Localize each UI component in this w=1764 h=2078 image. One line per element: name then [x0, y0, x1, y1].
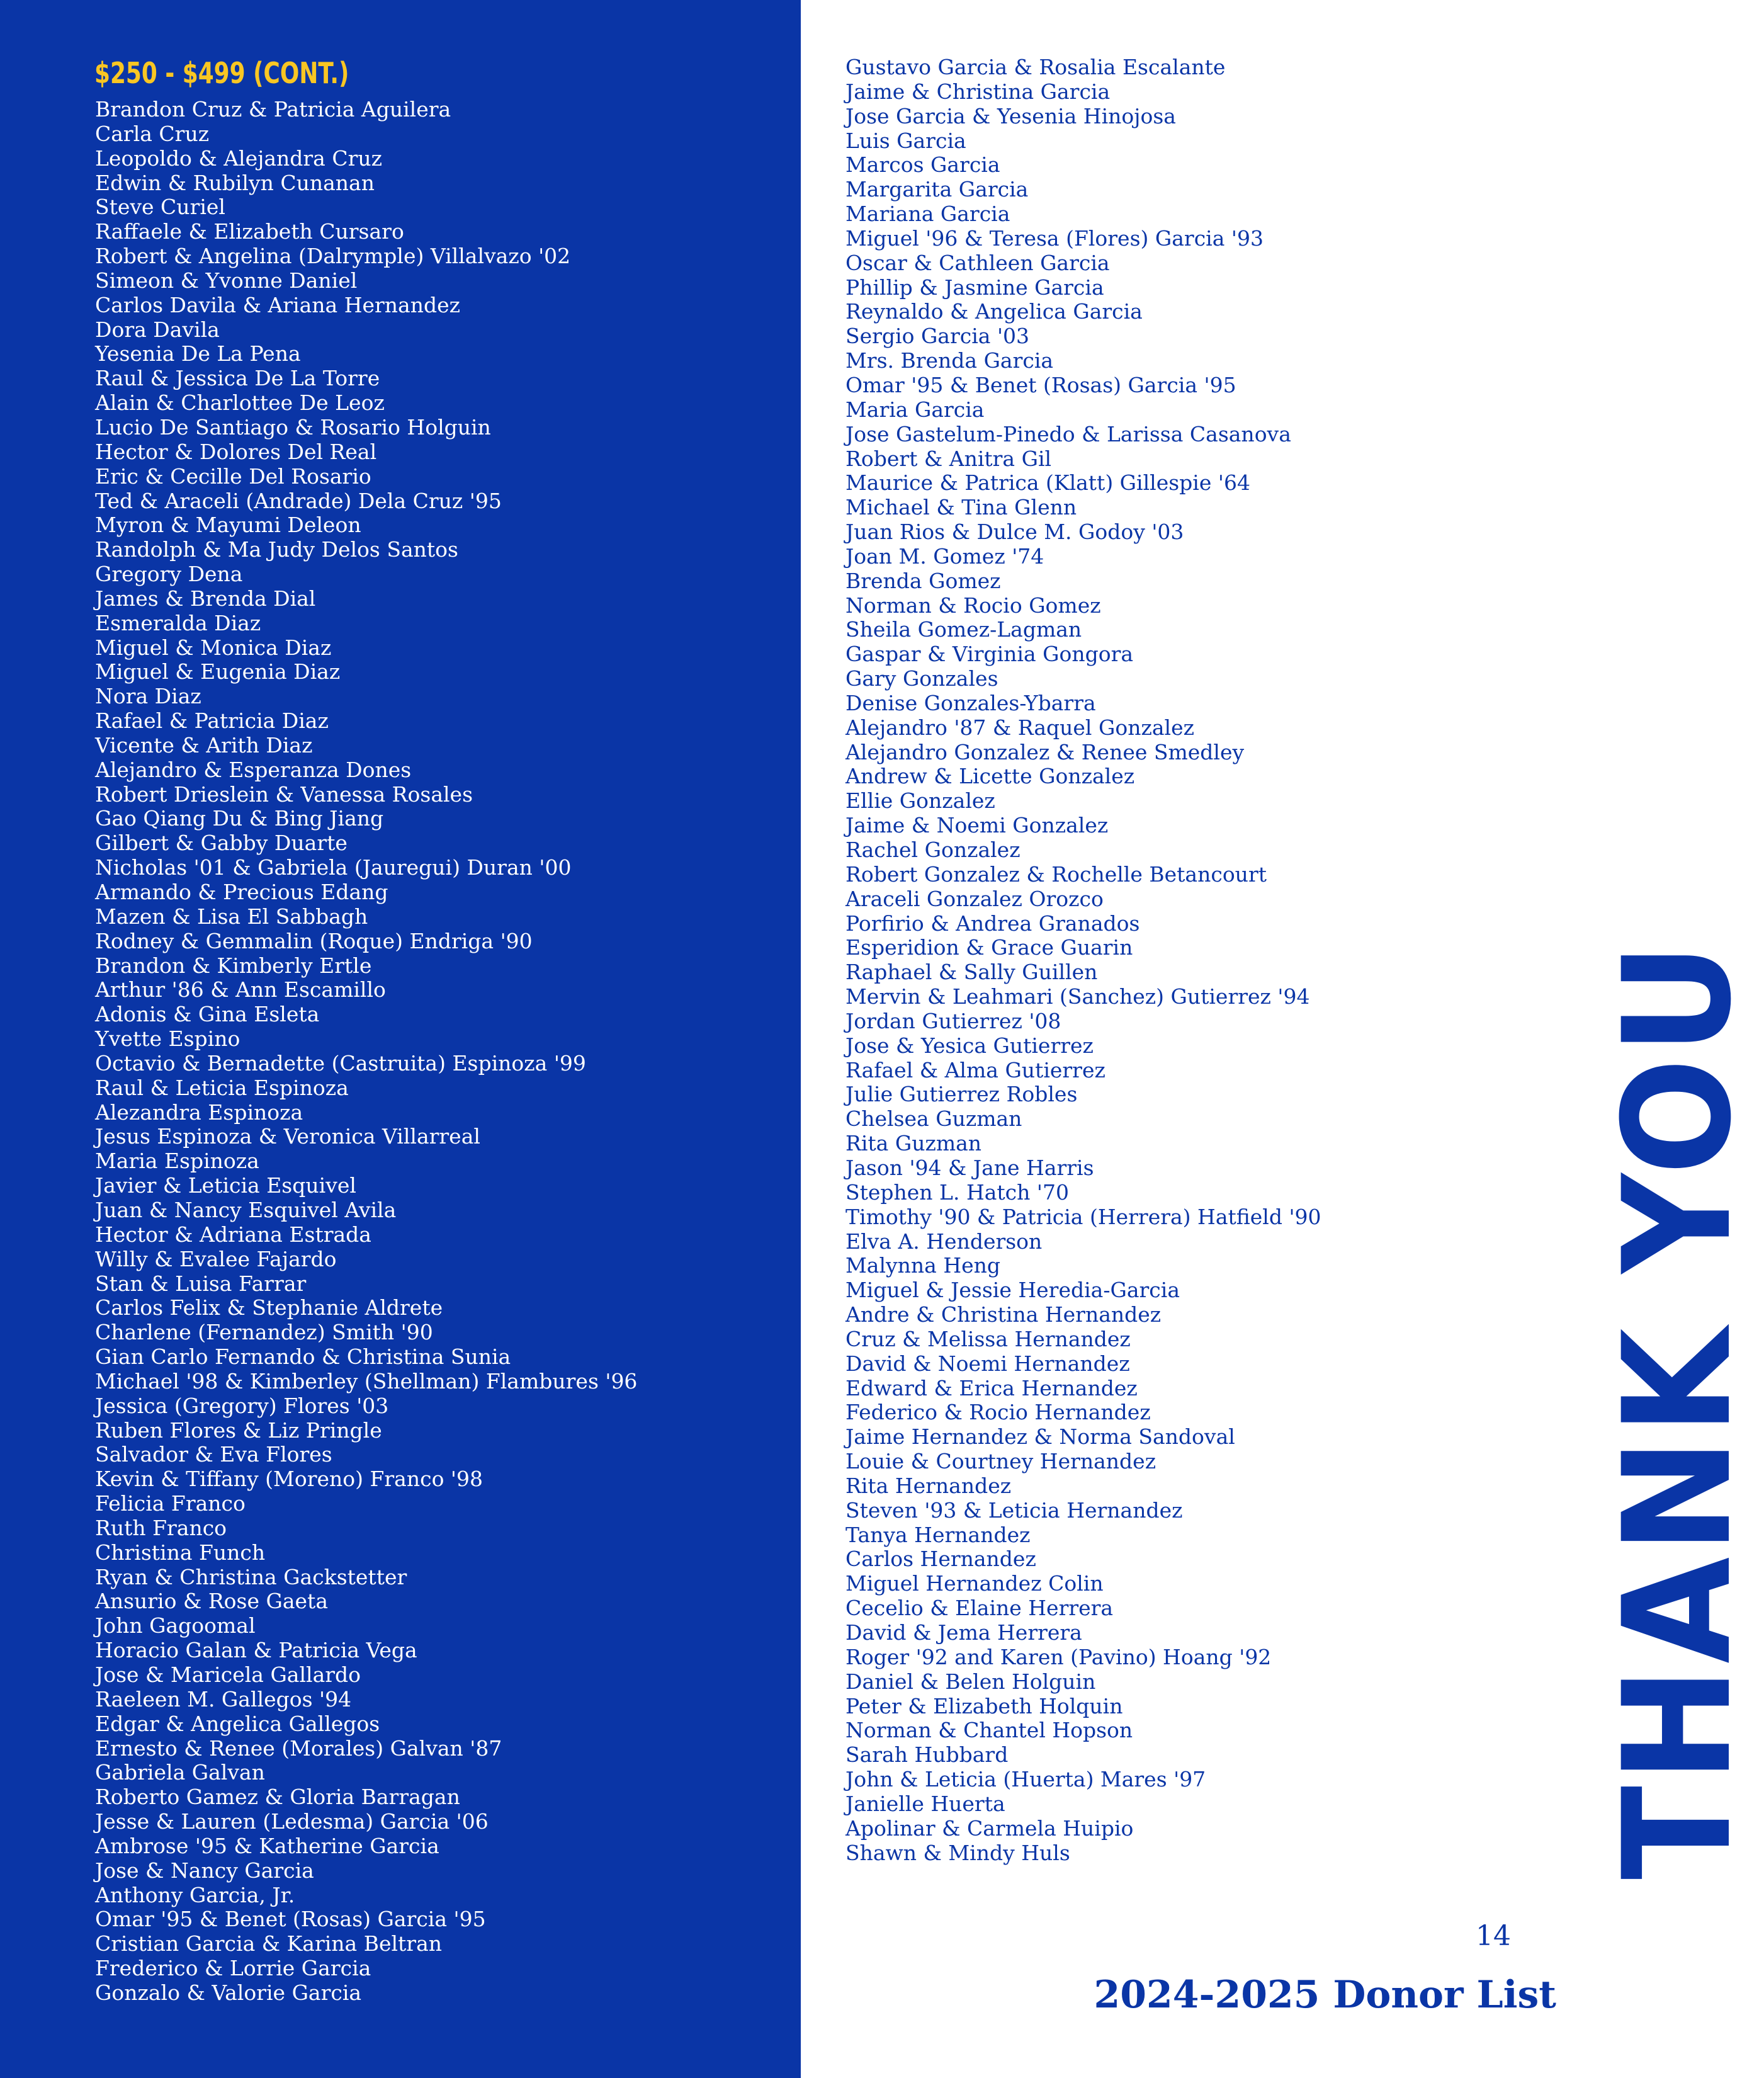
donor-name: Brandon & Kimberly Ertle	[95, 953, 372, 978]
donor-name: Hector & Adriana Estrada	[95, 1222, 371, 1247]
donor-name: Chelsea Guzman	[845, 1106, 1022, 1132]
donor-name: Porfirio & Andrea Granados	[845, 911, 1140, 936]
donor-name: Esmeralda Diaz	[95, 610, 261, 635]
donor-name: Raphael & Sally Guillen	[845, 960, 1098, 985]
donor-name: Edwin & Rubilyn Cunanan	[95, 170, 375, 195]
donor-name: Jose & Maricela Gallardo	[95, 1662, 361, 1687]
donor-name: Yesenia De La Pena	[95, 341, 301, 366]
thank-you-vertical-title	[1592, 868, 1764, 1880]
donor-name: Rita Guzman	[845, 1131, 982, 1156]
donor-name: Juan Rios & Dulce M. Godoy '03	[845, 520, 1184, 545]
donor-name: Jaime Hernandez & Norma Sandoval	[845, 1424, 1235, 1450]
donor-name: Omar '95 & Benet (Rosas) Garcia '95	[95, 1907, 486, 1932]
donor-name: Jose & Yesica Gutierrez	[845, 1033, 1094, 1058]
donor-name: Willy & Evalee Fajardo	[95, 1246, 337, 1271]
donor-name: Norman & Chantel Hopson	[845, 1718, 1133, 1743]
donor-name: Octavio & Bernadette (Castruita) Espinoza '99	[95, 1050, 586, 1076]
footer-title: 2024-2025 Donor List	[1094, 1973, 1556, 2017]
donor-name: Carla Cruz	[95, 121, 210, 146]
donor-name: Steven '93 & Leticia Hernandez	[845, 1497, 1183, 1523]
donor-name: Gilbert & Gabby Duarte	[95, 831, 348, 856]
donor-name: Ambrose '95 & Katherine Garcia	[95, 1833, 439, 1858]
donor-name: Margarita Garcia	[845, 177, 1029, 202]
donor-name: Mervin & Leahmari (Sanchez) Gutierrez '94	[845, 984, 1310, 1009]
donor-name: Robert & Angelina (Dalrymple) Villalvazo '02	[95, 244, 571, 269]
donor-name: Jesse & Lauren (Ledesma) Garcia '06	[95, 1809, 489, 1834]
donor-name: Federico & Rocio Hernandez	[845, 1400, 1151, 1425]
donor-name: Ryan & Christina Gackstetter	[95, 1564, 407, 1589]
donor-name: Sarah Hubbard	[845, 1742, 1009, 1768]
donor-name: Felicia Franco	[95, 1491, 246, 1516]
donor-name: Julie Gutierrez Robles	[845, 1082, 1078, 1107]
donor-name: Miguel '96 & Teresa (Flores) Garcia '93	[845, 225, 1264, 251]
donor-name: Louie & Courtney Hernandez	[845, 1449, 1156, 1474]
donor-name: Dora Davila	[95, 317, 220, 342]
donor-name: Sergio Garcia '03	[845, 324, 1030, 349]
donor-name: Marcos Garcia	[845, 152, 1000, 178]
donor-name: Jesus Espinoza & Veronica Villarreal	[95, 1124, 480, 1149]
donor-name: Armando & Precious Edang	[95, 880, 388, 904]
left-donor-list	[95, 98, 637, 2006]
donor-name: Gian Carlo Fernando & Christina Sunia	[95, 1344, 511, 1370]
donor-name: David & Noemi Hernandez	[845, 1351, 1130, 1376]
donor-name: Rita Hernandez	[845, 1473, 1012, 1498]
donor-name: Jaime & Christina Garcia	[845, 79, 1111, 104]
donor-name: Peter & Elizabeth Holquin	[845, 1693, 1123, 1718]
donor-name: Simeon & Yvonne Daniel	[95, 268, 358, 293]
donor-name: Mazen & Lisa El Sabbagh	[95, 904, 368, 929]
donor-name: Randolph & Ma Judy Delos Santos	[95, 537, 458, 562]
donor-name: Norman & Rocio Gomez	[845, 593, 1101, 618]
donor-name: Ernesto & Renee (Morales) Galvan '87	[95, 1735, 502, 1761]
donor-name: Carlos Davila & Ariana Hernandez	[95, 292, 461, 317]
donor-name: Joan M. Gomez '74	[845, 543, 1044, 569]
donor-name: Charlene (Fernandez) Smith '90	[95, 1320, 433, 1345]
donor-name: Miguel & Jessie Heredia-Garcia	[845, 1278, 1180, 1303]
donor-name: Rodney & Gemmalin (Roque) Endriga '90	[95, 928, 533, 953]
donor-name: Ruth Franco	[95, 1515, 227, 1540]
donor-name: Roger '92 and Karen (Pavino) Hoang '92	[845, 1644, 1272, 1669]
section-heading: $250 - $499 (CONT.)	[94, 56, 349, 90]
donor-name: Javier & Leticia Esquivel	[95, 1173, 356, 1198]
donor-name: Tanya Hernandez	[845, 1522, 1031, 1547]
donor-name: Rafael & Alma Gutierrez	[845, 1057, 1105, 1082]
donor-name: Rafael & Patricia Diaz	[95, 708, 329, 734]
page-number: 14	[1476, 1920, 1511, 1952]
donor-name: Andre & Christina Hernandez	[845, 1302, 1162, 1327]
donor-name: Cristian Garcia & Karina Beltran	[95, 1931, 442, 1956]
donor-name: Michael & Tina Glenn	[845, 495, 1077, 520]
donor-name: Maurice & Patrica (Klatt) Gillespie '64	[845, 470, 1250, 496]
donor-name: Myron & Mayumi Deleon	[95, 513, 361, 538]
donor-name: Raul & Leticia Espinoza	[95, 1075, 349, 1100]
donor-name: Alezandra Espinoza	[95, 1099, 303, 1125]
donor-name: Cruz & Melissa Hernandez	[845, 1326, 1131, 1351]
donor-name: Carlos Hernandez	[845, 1547, 1036, 1572]
donor-name: Christina Funch	[95, 1540, 266, 1565]
donor-name: Hector & Dolores Del Real	[95, 439, 377, 464]
donor-name: Salvador & Eva Flores	[95, 1442, 332, 1467]
donor-name: Alain & Charlottee De Leoz	[95, 390, 385, 416]
donor-name: Luis Garcia	[845, 128, 966, 153]
donor-name: Jose Gastelum-Pinedo & Larissa Casanova	[845, 421, 1291, 446]
donor-name: John Gagoomal	[95, 1613, 256, 1638]
donor-name: Raul & Jessica De La Torre	[95, 366, 380, 391]
donor-name: Eric & Cecille Del Rosario	[95, 463, 371, 489]
donor-name: Timothy '90 & Patricia (Herrera) Hatfield '90	[845, 1204, 1321, 1229]
donor-name: Elva A. Henderson	[845, 1229, 1043, 1254]
donor-name: Daniel & Belen Holguin	[845, 1669, 1096, 1694]
donor-name: Alejandro '87 & Raquel Gonzalez	[845, 715, 1194, 740]
donor-name: Phillip & Jasmine Garcia	[845, 275, 1104, 300]
donor-name: Ellie Gonzalez	[845, 788, 995, 814]
donor-name: Gao Qiang Du & Bing Jiang	[95, 806, 384, 831]
donor-name: Stan & Luisa Farrar	[95, 1271, 307, 1296]
right-donor-list	[845, 55, 1321, 1865]
donor-name: Anthony Garcia, Jr.	[95, 1882, 295, 1907]
donor-name: Nora Diaz	[95, 684, 201, 709]
donor-name: Gregory Dena	[95, 562, 243, 587]
donor-name: Ruben Flores & Liz Pringle	[95, 1417, 382, 1443]
donor-name: Omar '95 & Benet (Rosas) Garcia '95	[845, 372, 1236, 397]
donor-name: Kevin & Tiffany (Moreno) Franco '98	[95, 1467, 483, 1492]
donor-name: David & Jema Herrera	[845, 1620, 1082, 1645]
thank-you-text: THANK YOU	[1592, 939, 1764, 1880]
donor-name: Jose & Nancy Garcia	[95, 1858, 314, 1883]
donor-name: Lucio De Santiago & Rosario Holguin	[95, 414, 491, 440]
donor-name: Nicholas '01 & Gabriela (Jauregui) Duran '00	[95, 855, 572, 880]
donor-name: Frederico & Lorrie Garcia	[95, 1956, 371, 1981]
donor-name: Gabriela Galvan	[95, 1760, 265, 1785]
donor-name: Michael '98 & Kimberley (Shellman) Flambures '96	[95, 1368, 638, 1394]
donor-name: Miguel & Eugenia Diaz	[95, 659, 341, 684]
donor-name: Jessica (Gregory) Flores '03	[95, 1393, 389, 1418]
donor-name: Rachel Gonzalez	[845, 837, 1021, 862]
donor-name: Araceli Gonzalez Orozco	[845, 886, 1104, 911]
donor-name: Brenda Gomez	[845, 568, 1001, 593]
donor-name: Horacio Galan & Patricia Vega	[95, 1638, 417, 1663]
donor-name: Adonis & Gina Esleta	[95, 1002, 320, 1027]
donor-name: Miguel & Monica Diaz	[95, 635, 332, 660]
donor-name: Vicente & Arith Diaz	[95, 732, 313, 758]
donor-name: Arthur '86 & Ann Escamillo	[95, 977, 386, 1002]
donor-name: Steve Curiel	[95, 195, 225, 220]
donor-name: Alejandro Gonzalez & Renee Smedley	[845, 739, 1245, 764]
donor-name: Ted & Araceli (Andrade) Dela Cruz '95	[95, 488, 502, 513]
donor-name: Gustavo Garcia & Rosalia Escalante	[845, 55, 1226, 79]
donor-name: Janielle Huerta	[845, 1791, 1005, 1816]
donor-name: Reynaldo & Angelica Garcia	[845, 299, 1143, 324]
donor-name: Maria Garcia	[845, 397, 985, 422]
donor-name: Brandon Cruz & Patricia Aguilera	[95, 97, 451, 122]
donor-name: Shawn & Mindy Huls	[845, 1840, 1070, 1865]
donor-name: Mrs. Brenda Garcia	[845, 348, 1054, 373]
donor-name: Gaspar & Virginia Gongora	[845, 642, 1134, 667]
donor-name: Raeleen M. Gallegos '94	[95, 1686, 352, 1712]
donor-name: James & Brenda Dial	[95, 586, 316, 611]
donor-name: Yvette Espino	[95, 1026, 240, 1052]
donor-name: Miguel Hernandez Colin	[845, 1571, 1104, 1596]
donor-name: Stephen L. Hatch '70	[845, 1179, 1069, 1205]
donor-name: Jordan Gutierrez '08	[845, 1008, 1061, 1033]
donor-name: Gonzalo & Valorie Garcia	[95, 1980, 362, 2005]
donor-name: Robert & Anitra Gil	[845, 446, 1052, 471]
donor-name: Gary Gonzales	[845, 666, 998, 691]
donor-name: Robert Gonzalez & Rochelle Betancourt	[845, 861, 1267, 887]
donor-name: Apolinar & Carmela Huipio	[845, 1815, 1134, 1841]
donor-name: Raffaele & Elizabeth Cursaro	[95, 219, 404, 244]
donor-name: Edgar & Angelica Gallegos	[95, 1711, 380, 1736]
donor-name: Maria Espinoza	[95, 1149, 259, 1174]
donor-name: Robert Drieslein & Vanessa Rosales	[95, 781, 473, 807]
donor-name: Jose Garcia & Yesenia Hinojosa	[845, 103, 1176, 128]
donor-name: Andrew & Licette Gonzalez	[845, 764, 1135, 789]
donor-name: Oscar & Cathleen Garcia	[845, 250, 1110, 275]
donor-name: Edward & Erica Hernandez	[845, 1375, 1138, 1400]
donor-name: Mariana Garcia	[845, 202, 1010, 227]
donor-name: Cecelio & Elaine Herrera	[845, 1596, 1114, 1621]
donor-name: Alejandro & Esperanza Dones	[95, 757, 412, 782]
donor-name: Leopoldo & Alejandra Cruz	[95, 145, 383, 171]
donor-name: Denise Gonzales-Ybarra	[845, 690, 1096, 715]
donor-name: John & Leticia (Huerta) Mares '97	[845, 1767, 1206, 1792]
donor-name: Carlos Felix & Stephanie Aldrete	[95, 1295, 443, 1320]
donor-name: Ansurio & Rose Gaeta	[95, 1589, 328, 1614]
donor-name: Jason '94 & Jane Harris	[845, 1155, 1094, 1180]
donor-name: Malynna Heng	[845, 1253, 1001, 1278]
donor-name: Jaime & Noemi Gonzalez	[845, 813, 1109, 838]
donor-name: Roberto Gamez & Gloria Barragan	[95, 1785, 460, 1810]
donor-name: Sheila Gomez-Lagman	[845, 617, 1082, 642]
donor-name: Juan & Nancy Esquivel Avila	[95, 1197, 397, 1222]
donor-name: Esperidion & Grace Guarin	[845, 935, 1133, 960]
